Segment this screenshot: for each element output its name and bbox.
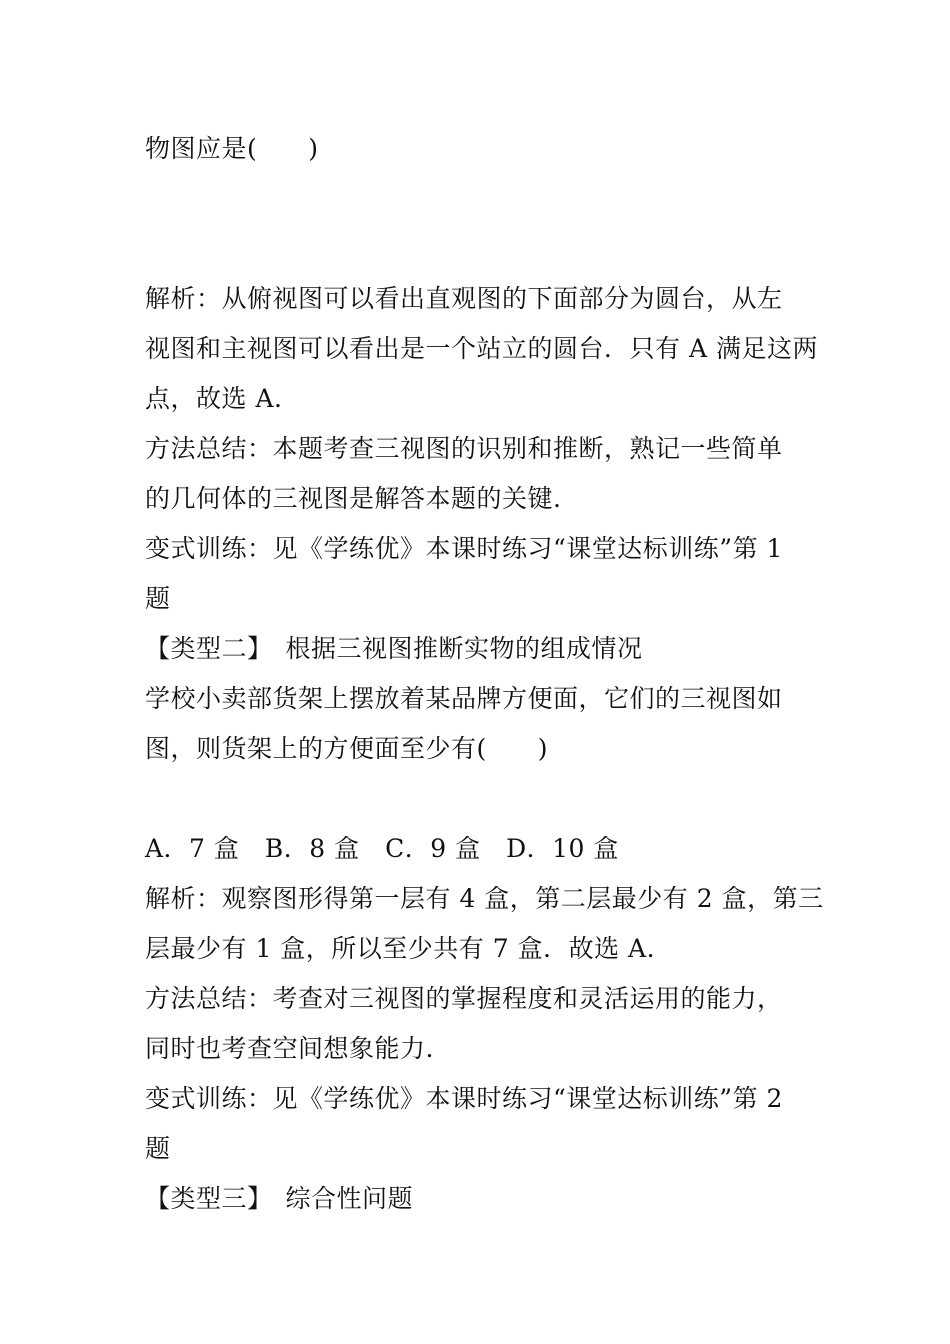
text-line-summary-2: 的几何体的三视图是解答本题的关键.: [145, 484, 562, 513]
text-line-analysis-1: 解析：从俯视图可以看出直观图的下面部分为圆台，从左: [145, 284, 783, 313]
text-line-practice-2b: 题: [145, 1134, 171, 1163]
text-line-analysis2-1: 解析：观察图形得第一层有 4 盒，第二层最少有 2 盒，第三: [145, 884, 824, 913]
text-line-analysis2-2: 层最少有 1 盒，所以至少共有 7 盒．故选 A.: [145, 934, 656, 963]
section-heading-type-2: 【类型二】 根据三视图推断实物的组成情况: [145, 634, 643, 663]
section-heading-type-3: 【类型三】 综合性问题: [145, 1184, 414, 1213]
text-line-analysis-3: 点，故选 A.: [145, 384, 283, 413]
text-line-summary2-2: 同时也考查空间想象能力.: [145, 1034, 434, 1063]
text-line-problem-1: 学校小卖部货架上摆放着某品牌方便面，它们的三视图如: [145, 684, 783, 713]
text-line-summary-1: 方法总结：本题考查三视图的识别和推断，熟记一些简单: [145, 434, 783, 463]
text-line-practice-1b: 题: [145, 584, 171, 613]
text-line-problem-2: 图，则货架上的方便面至少有( ): [145, 734, 549, 763]
text-line-practice-1: 变式训练：见《学练优》本课时练习“课堂达标训练”第 1: [145, 534, 783, 563]
text-line-question-end: 物图应是( ): [145, 134, 319, 163]
text-line-summary2-1: 方法总结：考查对三视图的掌握程度和灵活运用的能力，: [145, 984, 783, 1013]
text-line-practice-2: 变式训练：见《学练优》本课时练习“课堂达标训练”第 2: [145, 1084, 783, 1113]
text-line-options: A．7 盒 B．8 盒 C．9 盒 D．10 盒: [145, 834, 619, 863]
text-line-analysis-2: 视图和主视图可以看出是一个站立的圆台．只有 A 满足这两: [145, 334, 818, 363]
